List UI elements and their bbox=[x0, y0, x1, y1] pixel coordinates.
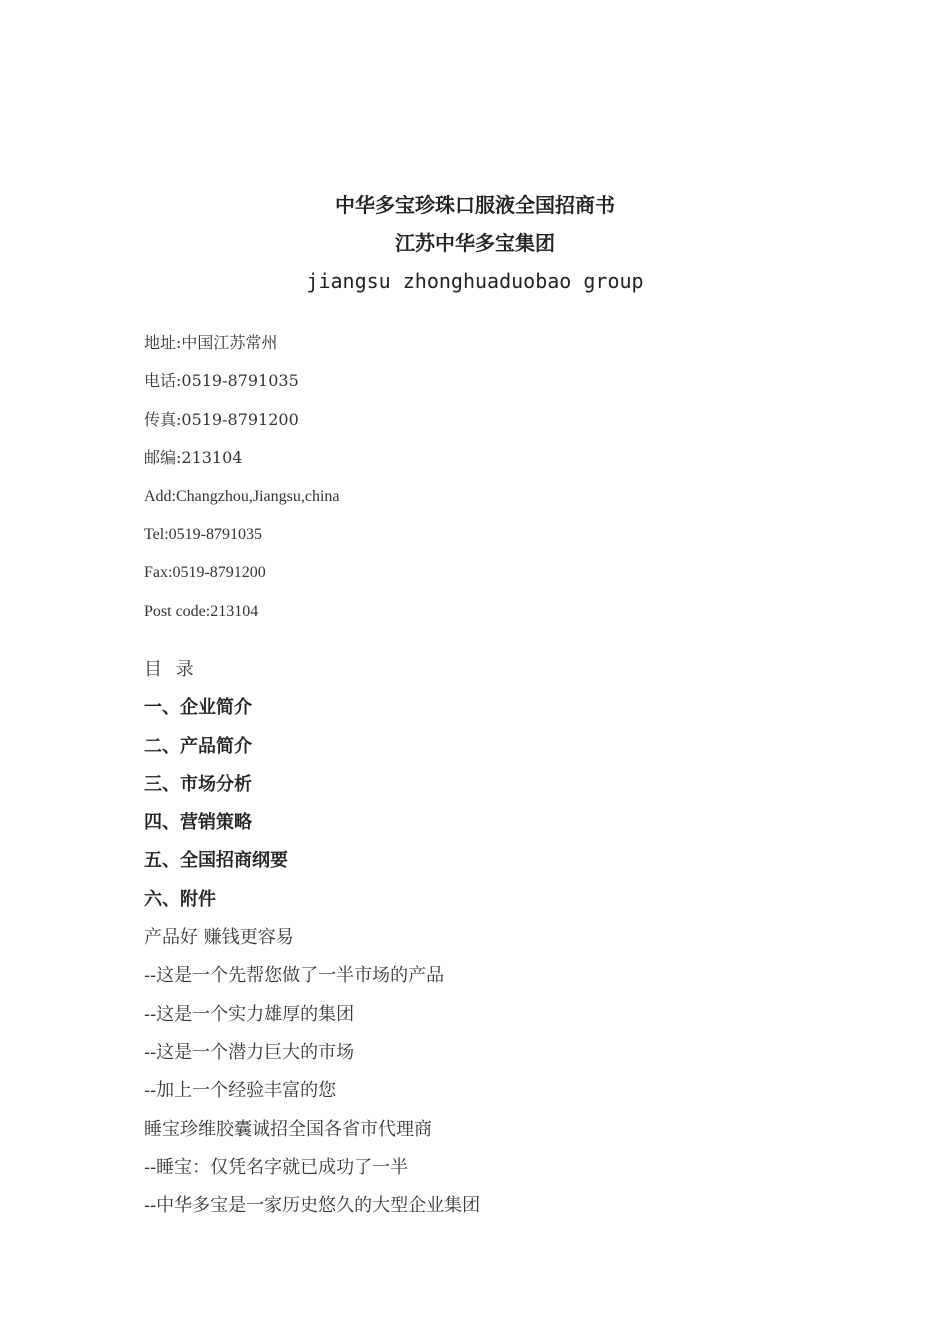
postcode-cn: 邮编:213104 bbox=[144, 448, 243, 468]
phone-en: Tel:0519-8791035 bbox=[144, 525, 262, 543]
toc-item: 四、营销策略 bbox=[144, 812, 252, 834]
fax-cn: 传真:0519-8791200 bbox=[144, 409, 299, 429]
body-paragraph: 产品好 赚钱更容易 bbox=[144, 927, 294, 949]
body-paragraph: --这是一个实力雄厚的集团 bbox=[144, 1003, 355, 1025]
address-en: Add:Changzhou,Jiangsu,china bbox=[144, 487, 340, 505]
phone-cn: 电话:0519-8791035 bbox=[144, 371, 299, 391]
company-name-english: jiangsu zhonghuaduobao group bbox=[306, 269, 644, 293]
toc-item: 三、市场分析 bbox=[144, 773, 252, 795]
company-name: 江苏中华多宝集团 bbox=[395, 231, 555, 255]
body-paragraph: --这是一个先帮您做了一半市场的产品 bbox=[144, 965, 445, 987]
fax-en: Fax:0519-8791200 bbox=[144, 564, 266, 582]
postcode-en: Post code:213104 bbox=[144, 602, 259, 620]
table-of-contents bbox=[144, 651, 844, 1225]
toc-item: 二、产品简介 bbox=[144, 735, 252, 757]
contact-info bbox=[144, 324, 844, 631]
body-paragraph: 睡宝珍维胶囊诚招全国各省市代理商 bbox=[144, 1118, 432, 1140]
body-paragraph: --这是一个潜力巨大的市场 bbox=[144, 1041, 355, 1063]
body-paragraph: --中华多宝是一家历史悠久的大型企业集团 bbox=[144, 1195, 481, 1217]
address-cn: 地址:中国江苏常州 bbox=[144, 333, 278, 352]
title-block bbox=[0, 186, 950, 300]
toc-heading: 目 录 bbox=[144, 659, 198, 680]
toc-item: 一、企业简介 bbox=[144, 697, 252, 719]
toc-item: 六、附件 bbox=[144, 888, 216, 910]
body-paragraph: --睡宝：仅凭名字就已成功了一半 bbox=[144, 1156, 409, 1178]
toc-item: 五、全国招商纲要 bbox=[144, 850, 288, 872]
body-paragraph: --加上一个经验丰富的您 bbox=[144, 1080, 337, 1102]
document-title: 中华多宝珍珠口服液全国招商书 bbox=[335, 193, 615, 217]
